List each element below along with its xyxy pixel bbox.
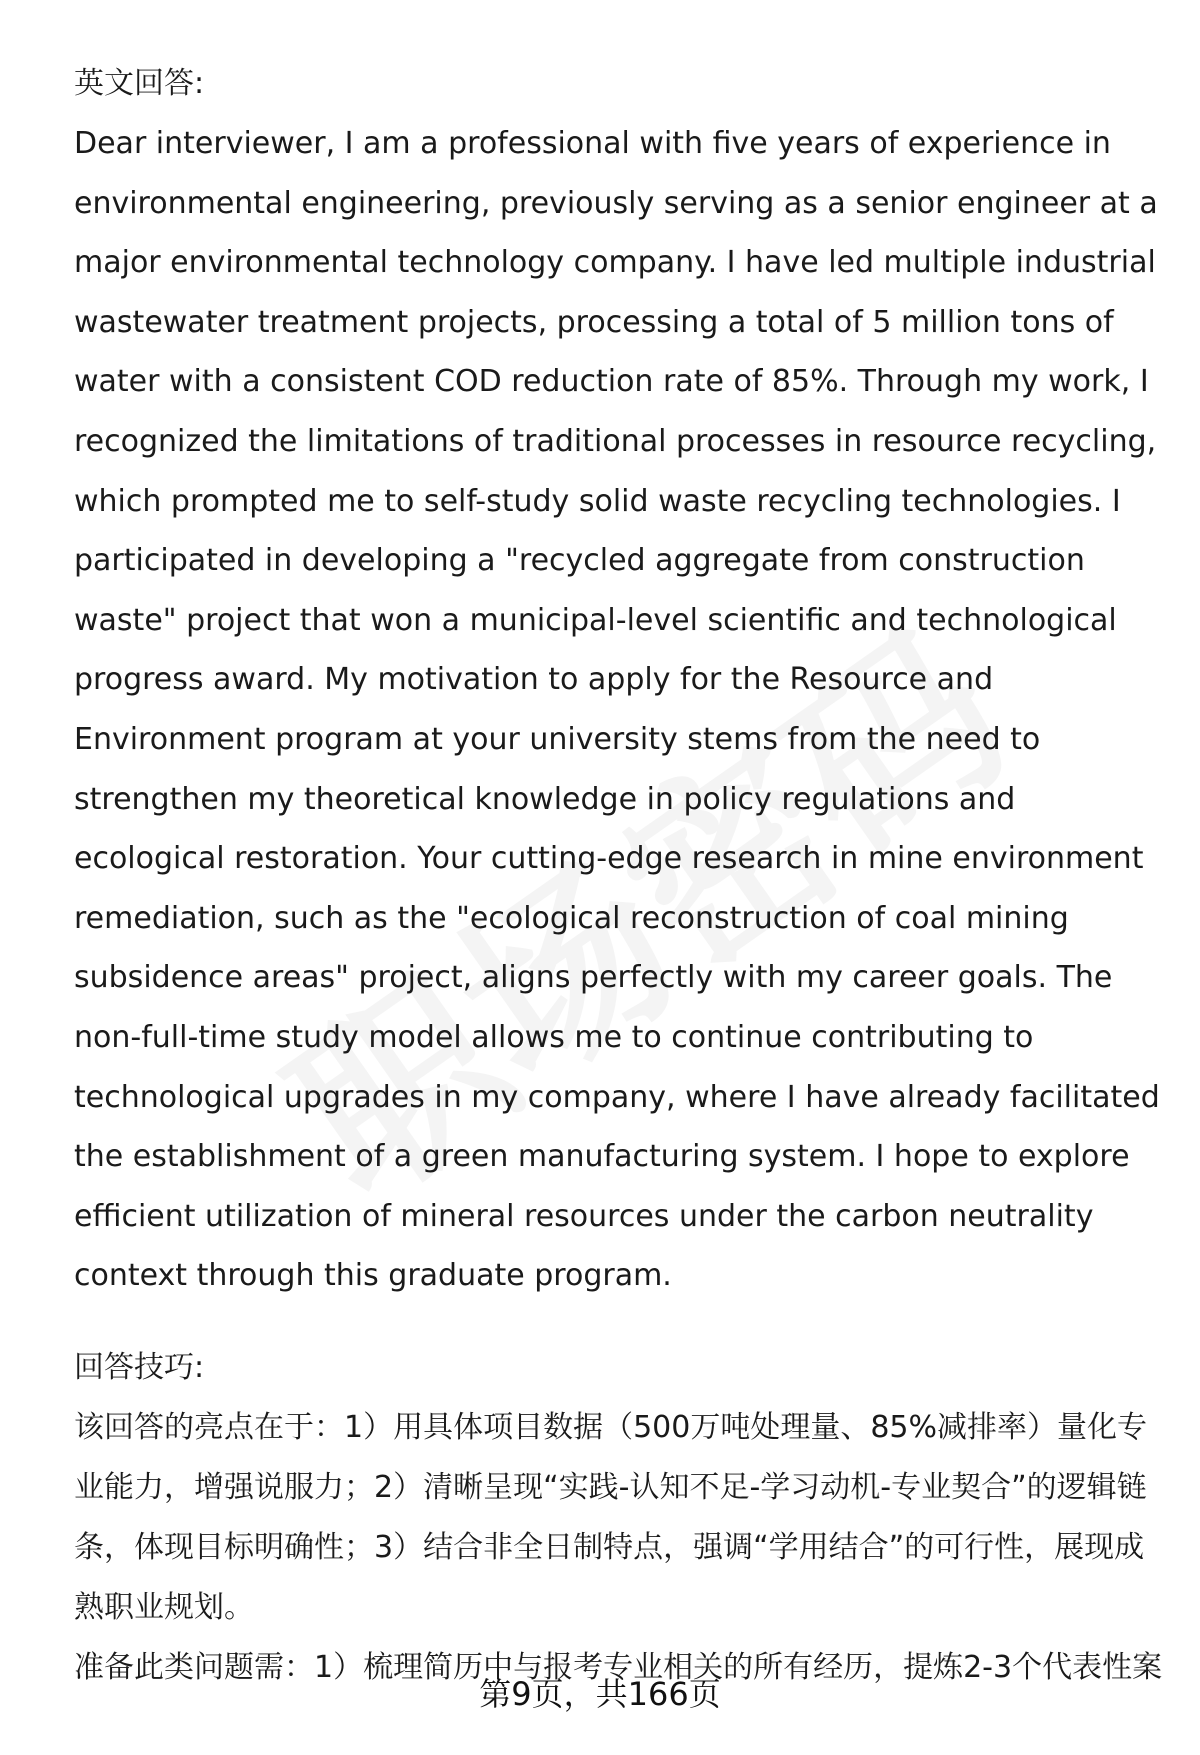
page-number-footer: 第9页，共166页 xyxy=(479,1675,721,1713)
tips-preparation-paragraph: 准备此类问题需：1）梳理简历中与报考专业相关的所有经历，提炼2-3个代表性案 xyxy=(74,1649,1163,1685)
page-content xyxy=(74,62,1164,1698)
section-spacer xyxy=(74,1306,1164,1346)
english-answer-heading: 英文回答: xyxy=(74,66,205,101)
tips-highlights-paragraph: 该回答的亮点在于：1）用具体项目数据（500万吨处理量、85%减排率）量化专业能力，增强说服力；2）清晰呈现“实践-认知不足-学习动机-专业契合”的逻辑链条，体现目标明确性；3）结合非全日制特点，强调“学用结合”的可行性，展现成熟职业规划。 xyxy=(74,1409,1148,1625)
english-answer-paragraph: Dear interviewer, I am a professional with five years of experience in environmental engineering, previously serving as a senior engineer at a major environmental technology company. I have led multiple industrial wastewater treatment projects, processing a total of 5 million tons of water with a consistent COD reduction rate of 85%. Through my work, I recognized the limitations of traditional processes in resource recycling, which prompted me to self-study solid waste recycling technologies. I participated in developing a "recycled aggregate from construction waste" project that won a municipal-level scientific and technological progress award. My motivation to apply for the Resource and Environment program at your university stems from the need to strengthen my theoretical knowledge in policy regulations and ecological restoration. Your cutting-edge research in mine environment remediation, such as the "ecological reconstruction of coal mining subsidence areas" project, aligns perfectly with my career goals. The non-full-time study model allows me to continue contributing to technological upgrades in my company, where I have already facilitated the establishment of a green manufacturing system. I hope to explore efficient utilization of mineral resources under the carbon neutrality context through this graduate program. xyxy=(74,126,1160,1294)
answer-tips-heading: 回答技巧: xyxy=(74,1349,205,1385)
